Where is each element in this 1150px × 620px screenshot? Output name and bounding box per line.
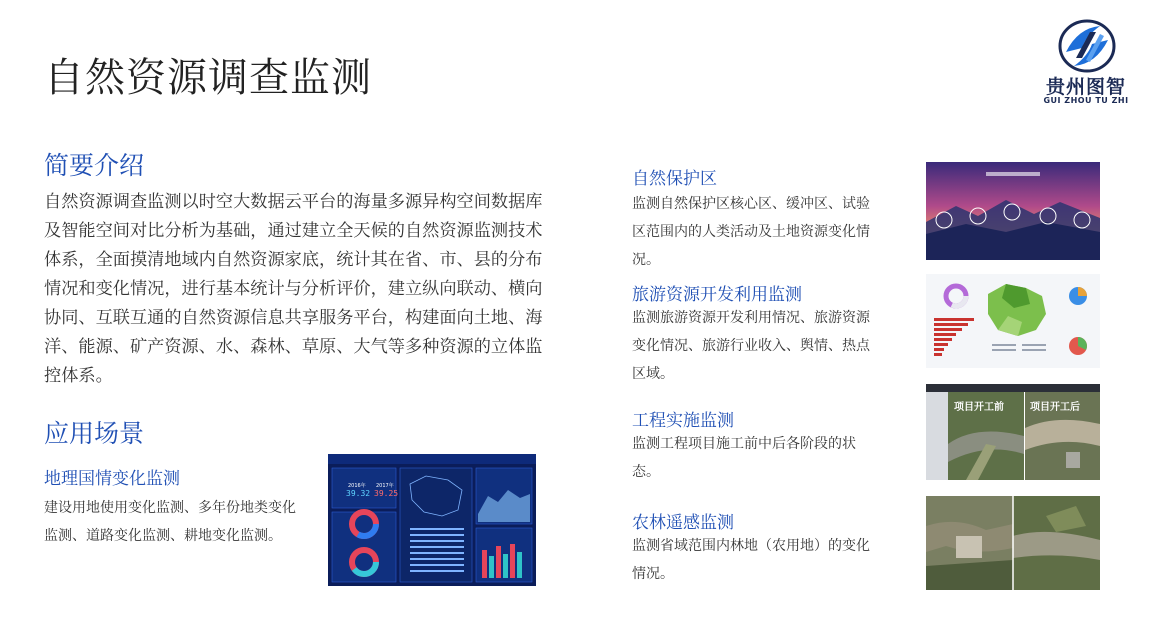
engineering-monitoring-desc: 监测工程项目施工前中后各阶段的状态。: [632, 436, 856, 480]
engineering-monitoring-title: 工程实施监测: [632, 411, 734, 431]
tourism-dashboard-screenshot: [926, 274, 1100, 368]
logo-icon: [1056, 18, 1118, 74]
tourism-monitoring-desc: 监测旅游资源开发利用情况、旅游资源变化情况、旅游行业收入、舆情、热点区域。: [632, 310, 870, 382]
landscape-graphic: [926, 162, 1100, 260]
dashboard-year-a: 2016年: [348, 483, 366, 489]
logo-name-cn: 贵州图智: [1045, 76, 1126, 98]
agri-forest-monitoring-title: 农林遥感监测: [632, 513, 734, 533]
dashboard-graphic: [328, 454, 536, 586]
after-construction-label: 项目开工后: [1030, 402, 1080, 413]
engineering-comparison-screenshot: [926, 384, 1100, 480]
nature-reserve-desc: 监测自然保护区核心区、缓冲区、试验区范围内的人类活动及土地资源变化情况。: [632, 196, 870, 268]
page-title: 自然资源调查监测: [44, 55, 372, 101]
scenarios-heading: 应用场景: [44, 419, 145, 448]
dashboard-screenshot: [328, 454, 536, 586]
geo-monitoring-desc: 建设用地使用变化监测、多年份地类变化监测、道路变化监测、耕地变化监测。: [44, 500, 296, 544]
tourism-dashboard-graphic: [926, 274, 1100, 368]
company-logo: [1034, 18, 1138, 108]
tourism-monitoring-title: 旅游资源开发利用监测: [632, 285, 802, 305]
agri-forest-satellite-screenshot: [926, 496, 1100, 590]
dashboard-year-b: 2017年: [376, 483, 394, 489]
intro-body: 自然资源调查监测以时空大数据云平台的海量多源异构空间数据库及智能空间对比分析为基础，通过建立全天候的自然资源监测技术体系，全面摸清地域内自然资源家底，统计其在省、市、县的分布情况和变化情况，进行基本统计与分析评价，建立纵向联动、横向协同、互联互通的自然资源信息共享服务平台，构建面向土地、海洋、能源、矿产资源、水、森林、草原、大气等多种资源的立体监控体系。: [44, 192, 543, 386]
nature-reserve-title: 自然保护区: [632, 169, 717, 189]
logo-name-en: GUI ZHOU TU ZHI: [1043, 96, 1129, 105]
geo-monitoring-title: 地理国情变化监测: [44, 469, 180, 489]
agri-forest-satellite-graphic: [926, 496, 1100, 590]
intro-heading: 简要介绍: [44, 151, 145, 180]
nature-reserve-screenshot: [926, 162, 1100, 260]
dashboard-value-a: 39.32: [346, 489, 371, 498]
before-construction-label: 项目开工前: [954, 402, 1004, 413]
dashboard-value-b: 39.25: [374, 489, 399, 498]
agri-forest-monitoring-desc: 监测省域范围内林地（农用地）的变化情况。: [632, 538, 870, 582]
